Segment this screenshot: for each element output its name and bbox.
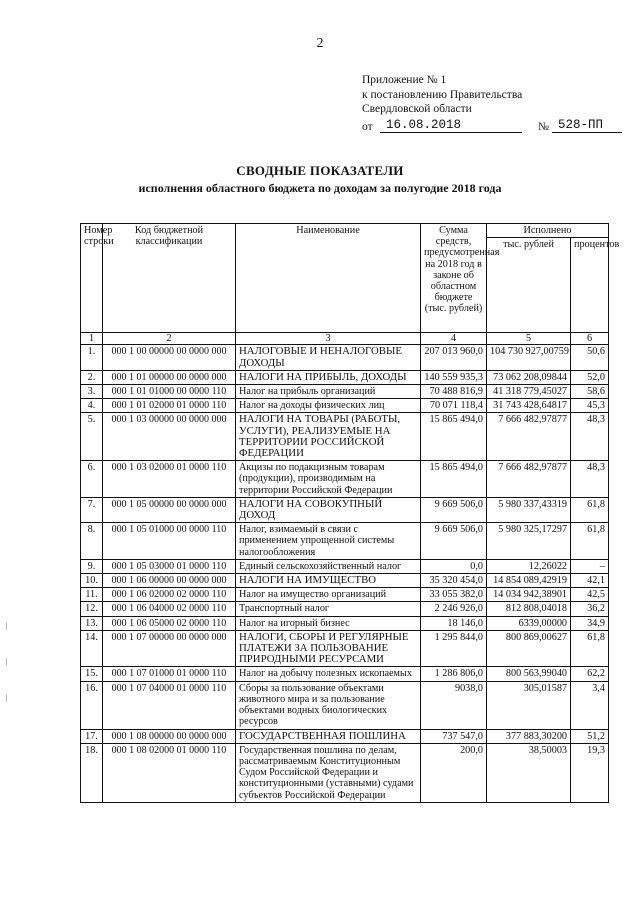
executed-thousands-cell: 41 318 779,45027 [487,385,571,399]
column-number: 3 [236,333,421,345]
planned-sum-cell: 140 559 935,3 [421,370,487,384]
name-cell: Государственная пошлина по делам, рассматриваемым Конституционным Судом Российской Федерации и конституционными (уставными) судами субъектов Российской Федерации [236,743,421,802]
executed-percent-cell: 48,3 [571,413,609,461]
executed-thousands-cell: 12,26022 [487,559,571,573]
planned-sum-cell: 737 547,0 [421,729,487,743]
table-row [81,559,609,573]
header-code: Код бюджетной классификации [103,224,236,333]
budget-code-cell: 000 1 00 00000 00 0000 000 [103,345,236,370]
row-number-cell: 13. [81,616,103,630]
row-number-cell: 10. [81,574,103,588]
name-cell: НАЛОГОВЫЕ И НЕНАЛОГОВЫЕ ДОХОДЫ [236,345,421,370]
table-row [81,667,609,681]
table-row [81,588,609,602]
row-number-cell: 18. [81,743,103,802]
row-number-cell: 3. [81,385,103,399]
planned-sum-cell: 35 320 454,0 [421,574,487,588]
budget-code-cell: 000 1 06 02000 02 0000 110 [103,588,236,602]
header-sum: Сумма средств, предусмотренная на 2018 год в законе об областном бюджете (тыс. рублей) [421,224,487,333]
name-cell: Налог, взимаемый в связи с применением упрощенной системы налогообложения [236,523,421,560]
table-row [81,681,609,729]
table-row [81,413,609,461]
planned-sum-cell: 15 865 494,0 [421,461,487,498]
page-number: 2 [316,36,324,51]
executed-percent-cell: 3,4 [571,681,609,729]
planned-sum-cell: 1 295 844,0 [421,630,487,667]
planned-sum-cell: 70 488 816,9 [421,385,487,399]
scan-artifact [6,622,7,630]
budget-code-cell: 000 1 07 00000 00 0000 000 [103,630,236,667]
budget-code-cell: 000 1 06 00000 00 0000 000 [103,574,236,588]
table-body [81,333,609,803]
row-number-cell: 1. [81,345,103,370]
executed-percent-cell: – [571,559,609,573]
resolution-number: 528-ПП [552,118,622,134]
executed-percent-cell: 45,3 [571,399,609,413]
executed-thousands-cell: 14 854 089,42919 [487,574,571,588]
name-cell: Акцизы по подакцизным товарам (продукции), производимым на территории Российской Федерации [236,461,421,498]
header-name: Наименование [236,224,421,333]
table-row [81,370,609,384]
planned-sum-cell: 9 669 506,0 [421,497,487,522]
table-row [81,461,609,498]
budget-code-cell: 000 1 08 00000 00 0000 000 [103,729,236,743]
title-line-1: СВОДНЫЕ ПОКАЗАТЕЛИ [236,163,404,178]
column-number: 2 [103,333,236,345]
executed-thousands-cell: 7 666 482,97877 [487,413,571,461]
planned-sum-cell: 0,0 [421,559,487,573]
table-row [81,399,609,413]
budget-code-cell: 000 1 01 00000 00 0000 000 [103,370,236,384]
table-row [81,602,609,616]
table-row [81,574,609,588]
name-cell: Единый сельскохозяйственный налог [236,559,421,573]
planned-sum-cell: 9 669 506,0 [421,523,487,560]
column-numbers-row [81,333,609,345]
planned-sum-cell: 207 013 960,0 [421,345,487,370]
executed-percent-cell: 61,8 [571,497,609,522]
name-cell: Налог на добычу полезных ископаемых [236,667,421,681]
name-cell: Налог на доходы физических лиц [236,399,421,413]
executed-thousands-cell: 14 034 942,38901 [487,588,571,602]
table-row [81,616,609,630]
header-executed: Исполнено [487,224,609,238]
executed-thousands-cell: 305,01587 [487,681,571,729]
executed-thousands-cell: 800 869,00627 [487,630,571,667]
name-cell: Налог на игорный бизнес [236,616,421,630]
budget-code-cell: 000 1 03 00000 00 0000 000 [103,413,236,461]
planned-sum-cell: 15 865 494,0 [421,413,487,461]
executed-percent-cell: 42,5 [571,588,609,602]
planned-sum-cell: 18 146,0 [421,616,487,630]
column-number: 1 [81,333,103,345]
budget-code-cell: 000 1 03 02000 01 0000 110 [103,461,236,498]
executed-thousands-cell: 5 980 337,43319 [487,497,571,522]
budget-code-cell: 000 1 05 00000 00 0000 000 [103,497,236,522]
row-number-cell: 12. [81,602,103,616]
executed-thousands-cell: 38,50003 [487,743,571,802]
budget-code-cell: 000 1 06 05000 02 0000 110 [103,616,236,630]
executed-percent-cell: 50,6 [571,345,609,370]
budget-code-cell: 000 1 01 02000 01 0000 110 [103,399,236,413]
resolution-date: 16.08.2018 [380,118,522,134]
executed-percent-cell: 52,0 [571,370,609,384]
table-row [81,385,609,399]
planned-sum-cell: 70 071 118,4 [421,399,487,413]
table-row [81,523,609,560]
executed-thousands-cell: 812 808,04018 [487,602,571,616]
name-cell: Сборы за пользование объектами животного мира и за пользование объектами водных биологических ресурсов [236,681,421,729]
row-number-cell: 6. [81,461,103,498]
budget-code-cell: 000 1 06 04000 02 0000 110 [103,602,236,616]
name-cell: НАЛОГИ, СБОРЫ И РЕГУЛЯРНЫЕ ПЛАТЕЖИ ЗА ПОЛЬЗОВАНИЕ ПРИРОДНЫМИ РЕСУРСАМИ [236,630,421,667]
table-row [81,630,609,667]
title-line-2: исполнения областного бюджета по доходам за полугодие 2018 года [138,181,502,195]
name-cell: НАЛОГИ НА СОВОКУПНЫЙ ДОХОД [236,497,421,522]
executed-thousands-cell: 6339,00000 [487,616,571,630]
name-cell: Налог на имущество организаций [236,588,421,602]
document-title [0,163,640,196]
planned-sum-cell: 200,0 [421,743,487,802]
executed-thousands-cell: 7 666 482,97877 [487,461,571,498]
table-row [81,497,609,522]
budget-code-cell: 000 1 08 02000 01 0000 110 [103,743,236,802]
executed-thousands-cell: 31 743 428,64817 [487,399,571,413]
row-number-cell: 4. [81,399,103,413]
budget-code-cell: 000 1 07 04000 01 0000 110 [103,681,236,729]
table-row [81,345,609,370]
row-number-cell: 17. [81,729,103,743]
row-number-cell: 16. [81,681,103,729]
executed-thousands-cell: 5 980 325,17297 [487,523,571,560]
row-number-cell: 7. [81,497,103,522]
name-cell: НАЛОГИ НА ПРИБЫЛЬ, ДОХОДЫ [236,370,421,384]
planned-sum-cell: 33 055 382,0 [421,588,487,602]
executed-percent-cell: 36,2 [571,602,609,616]
executed-percent-cell: 58,6 [571,385,609,399]
appendix-line-3: Свердловской области [362,103,472,115]
row-number-cell: 9. [81,559,103,573]
budget-table [80,223,620,803]
column-number: 5 [487,333,571,345]
appendix-line-1: Приложение № 1 [362,74,447,86]
header-executed-thousands: тыс. рублей [487,238,571,333]
column-number: 4 [421,333,487,345]
budget-code-cell: 000 1 07 01000 01 0000 110 [103,667,236,681]
table-row [81,729,609,743]
name-cell: НАЛОГИ НА ИМУЩЕСТВО [236,574,421,588]
planned-sum-cell: 9038,0 [421,681,487,729]
row-number-cell: 15. [81,667,103,681]
name-cell: Транспортный налог [236,602,421,616]
name-cell: НАЛОГИ НА ТОВАРЫ (РАБОТЫ, УСЛУГИ), РЕАЛИЗУЕМЫЕ НА ТЕРРИТОРИИ РОССИЙСКОЙ ФЕДЕРАЦИИ [236,413,421,461]
scan-artifact [6,694,7,702]
column-number: 6 [571,333,609,345]
budget-code-cell: 000 1 05 01000 00 0000 110 [103,523,236,560]
header-row-number: Номер строки [81,224,103,333]
number-prefix: № [538,120,549,133]
executed-percent-cell: 61,8 [571,523,609,560]
header-executed-percent: процентов [571,238,609,333]
executed-percent-cell: 61,8 [571,630,609,667]
name-cell: Налог на прибыль организаций [236,385,421,399]
row-number-cell: 14. [81,630,103,667]
executed-thousands-cell: 377 883,30200 [487,729,571,743]
appendix-line-2: к постановлению Правительства [362,88,523,101]
planned-sum-cell: 1 286 806,0 [421,667,487,681]
appendix-block [362,73,604,134]
executed-thousands-cell: 800 563,99040 [487,667,571,681]
planned-sum-cell: 2 246 926,0 [421,602,487,616]
budget-code-cell: 000 1 05 03000 01 0000 110 [103,559,236,573]
table-row [81,743,609,802]
executed-percent-cell: 48,3 [571,461,609,498]
appendix-date-line [362,117,604,134]
executed-percent-cell: 51,2 [571,729,609,743]
executed-percent-cell: 34,9 [571,616,609,630]
row-number-cell: 2. [81,370,103,384]
executed-thousands-cell: 73 062 208,09844 [487,370,571,384]
executed-percent-cell: 19,3 [571,743,609,802]
date-prefix: от [362,120,373,133]
executed-percent-cell: 62,2 [571,667,609,681]
scan-artifact [6,658,7,666]
budget-code-cell: 000 1 01 01000 00 0000 110 [103,385,236,399]
row-number-cell: 8. [81,523,103,560]
name-cell: ГОСУДАРСТВЕННАЯ ПОШЛИНА [236,729,421,743]
row-number-cell: 5. [81,413,103,461]
row-number-cell: 11. [81,588,103,602]
executed-thousands-cell: 104 730 927,00759 [487,345,571,370]
executed-percent-cell: 42,1 [571,574,609,588]
